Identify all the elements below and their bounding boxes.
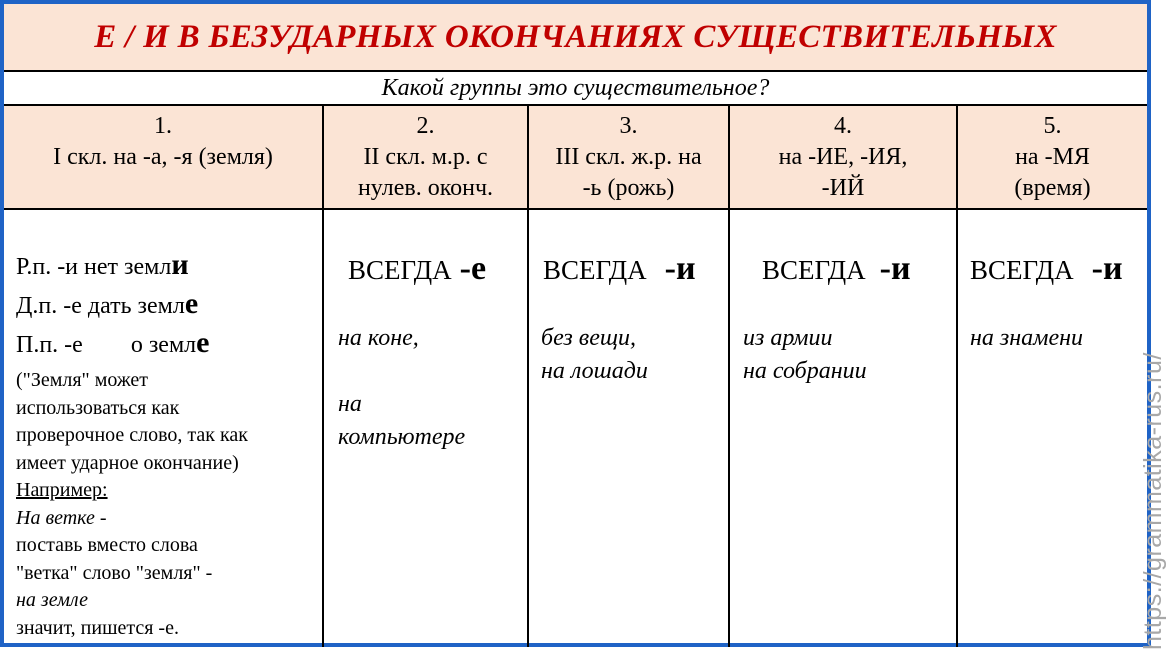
subtitle-bar	[4, 72, 1147, 104]
case-text: Р.п. -и нет земл	[16, 254, 172, 280]
column-label: нулев. оконч.	[357, 175, 494, 201]
always-word: ВСЕГДА	[970, 255, 1074, 285]
column-4-body	[730, 210, 956, 647]
case-ending: и	[171, 248, 189, 281]
note-line: использоваться как	[16, 396, 180, 419]
page-title: Е / И В БЕЗУДАРНЫХ ОКОНЧАНИЯХ СУЩЕСТВИТЕЛЬНЫХ	[94, 18, 1057, 55]
always-word: ВСЕГДА	[348, 255, 452, 285]
column-number: 4.	[834, 113, 852, 139]
prepositional-case-line	[16, 326, 209, 360]
genitive-case-line	[16, 248, 189, 282]
note-line: ("Земля" может	[16, 369, 149, 391]
column-label: на -ИЕ, -ИЯ,	[778, 144, 908, 170]
column-header-5	[958, 106, 1147, 208]
column-label: III скл. ж.р. на	[555, 144, 702, 170]
example-text: из армии	[743, 325, 833, 351]
example-text: компьютере	[338, 424, 466, 450]
column-label: I скл. на -а, -я (земля)	[53, 144, 273, 170]
example-text: на коне,	[338, 325, 419, 351]
column-3-body	[529, 210, 728, 647]
column-label: -ИЙ	[821, 175, 865, 201]
column-header-4	[730, 106, 956, 208]
examples	[338, 322, 465, 454]
column-1-body	[4, 210, 322, 647]
case-text: Д.п. -е дать земл	[16, 293, 185, 319]
rule-ending: -и	[1091, 250, 1123, 287]
example-line: поставь вместо слова	[16, 534, 198, 556]
example-text: без вещи,	[541, 325, 636, 351]
always-word: ВСЕГДА	[543, 255, 647, 285]
example-text: на	[338, 391, 362, 417]
watermark-url: https://grammatika-rus.ru/	[1139, 352, 1167, 650]
column-label: -ь (рожь)	[582, 175, 675, 201]
table-subtitle: Какой группы это существительное?	[381, 74, 770, 101]
case-ending: е	[184, 287, 199, 320]
column-2-body	[324, 210, 527, 647]
note-line: имеет ударное окончание)	[16, 451, 239, 474]
column-label: II скл. м.р. с	[363, 144, 488, 170]
column-label: (время)	[1014, 175, 1091, 201]
rule-ending: -е	[459, 250, 487, 287]
examples	[970, 322, 1083, 355]
column-header-1	[4, 106, 322, 208]
example-text: на знамени	[970, 325, 1084, 351]
column-number: 5.	[1043, 113, 1062, 139]
example-line: на земле	[16, 589, 88, 611]
always-rule	[543, 250, 696, 288]
always-word: ВСЕГДА	[762, 255, 866, 285]
note-block	[16, 367, 316, 642]
dative-case-line	[16, 287, 198, 321]
example-line: значит, пишется -е.	[16, 616, 179, 639]
example-label: Например:	[16, 479, 108, 501]
column-label: на -МЯ	[1015, 144, 1090, 170]
case-text: П.п. -е о земл	[16, 332, 197, 358]
always-rule	[762, 250, 911, 288]
example-text: на лошади	[541, 358, 648, 384]
note-line: проверочное слово, так как	[16, 424, 249, 446]
column-5-body	[958, 210, 1138, 647]
column-number: 2.	[416, 113, 435, 139]
rule-ending: -и	[879, 250, 911, 287]
column-number: 3.	[619, 113, 638, 139]
rule-ending: -и	[664, 250, 696, 287]
column-header-2	[324, 106, 527, 208]
example-line: "ветка" слово "земля" -	[16, 561, 213, 584]
example-text: на собрании	[743, 358, 867, 384]
example-text	[338, 355, 465, 388]
case-ending: е	[196, 326, 210, 359]
examples	[541, 322, 648, 388]
column-number: 1.	[154, 113, 172, 139]
always-rule	[348, 250, 486, 288]
column-header-3	[529, 106, 728, 208]
example-line: На ветке -	[16, 506, 107, 529]
title-bar	[4, 4, 1147, 70]
examples	[743, 322, 867, 388]
always-rule	[970, 250, 1123, 288]
